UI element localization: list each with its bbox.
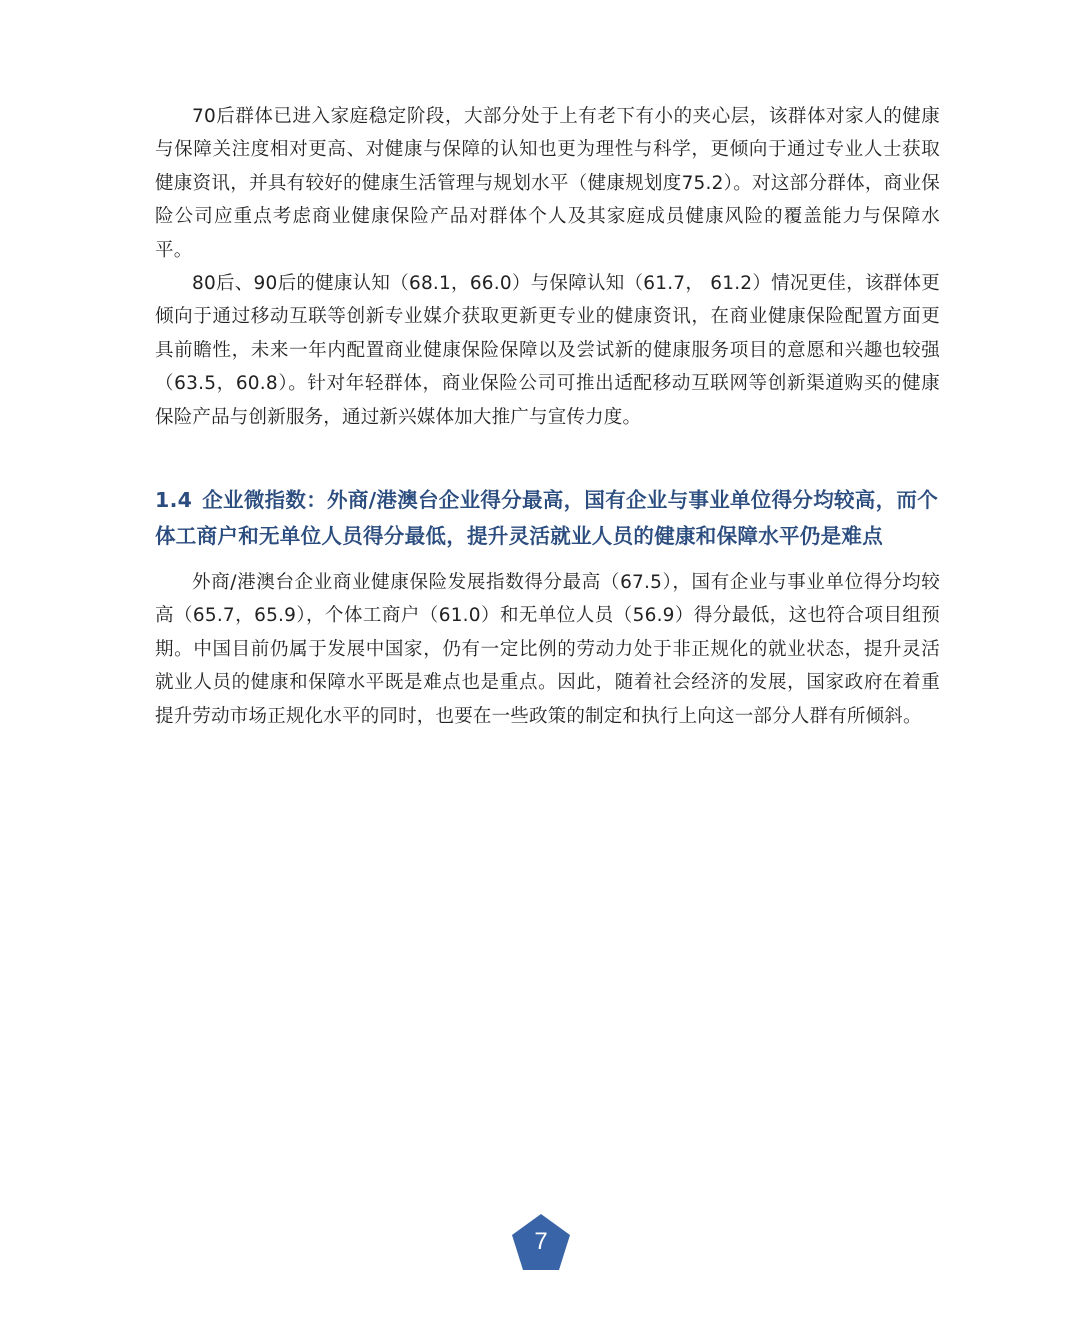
section-heading <box>155 482 940 554</box>
page-number: 7 <box>534 1228 548 1255</box>
section-number: 1.4 <box>155 488 193 513</box>
page-content <box>155 100 940 733</box>
section-title: 企业微指数：外商/港澳台企业得分最高，国有企业与事业单位得分均较高，而个体工商户和无单位人员得分最低，提升灵活就业人员的健康和保障水平仍是难点 <box>155 488 939 549</box>
paragraph-post70s: 70后群体已进入家庭稳定阶段，大部分处于上有老下有小的夹心层，该群体对家人的健康与保障关注度相对更高、对健康与保障的认知也更为理性与科学，更倾向于通过专业人士获取健康资讯，并具有较好的健康生活管理与规划水平（健康规划度75.2）。对这部分群体，商业保险公司应重点考虑商业健康保险产品对群体个人及其家庭成员健康风险的覆盖能力与保障水平。 <box>155 106 940 261</box>
paragraph-post80s-90s: 80后、90后的健康认知（68.1，66.0）与保障认知（61.7， 61.2）情况更佳，该群体更倾向于通过移动互联等创新专业媒介获取更新更专业的健康资讯，在商业健康保险配置方面更具前瞻性，未来一年内配置商业健康保险保障以及尝试新的健康服务项目的意愿和兴趣也较强（63.5，60.8）。针对年轻群体，商业保险公司可推出适配移动互联网等创新渠道购买的健康保险产品与创新服务，通过新兴媒体加大推广与宣传力度。 <box>155 273 940 428</box>
section-body-paragraph: 外商/港澳台企业商业健康保险发展指数得分最高（67.5），国有企业与事业单位得分均较高（65.7，65.9），个体工商户（61.0）和无单位人员（56.9）得分最低，这也符合项目组预期。中国目前仍属于发展中国家，仍有一定比例的劳动力处于非正规化的就业状态，提升灵活就业人员的健康和保障水平既是难点也是重点。因此，随着社会经济的发展，国家政府在着重提升劳动市场正规化水平的同时，也要在一些政策的制定和执行上向这一部分人群有所倾斜。 <box>155 572 940 727</box>
page-number-badge <box>510 1212 572 1272</box>
